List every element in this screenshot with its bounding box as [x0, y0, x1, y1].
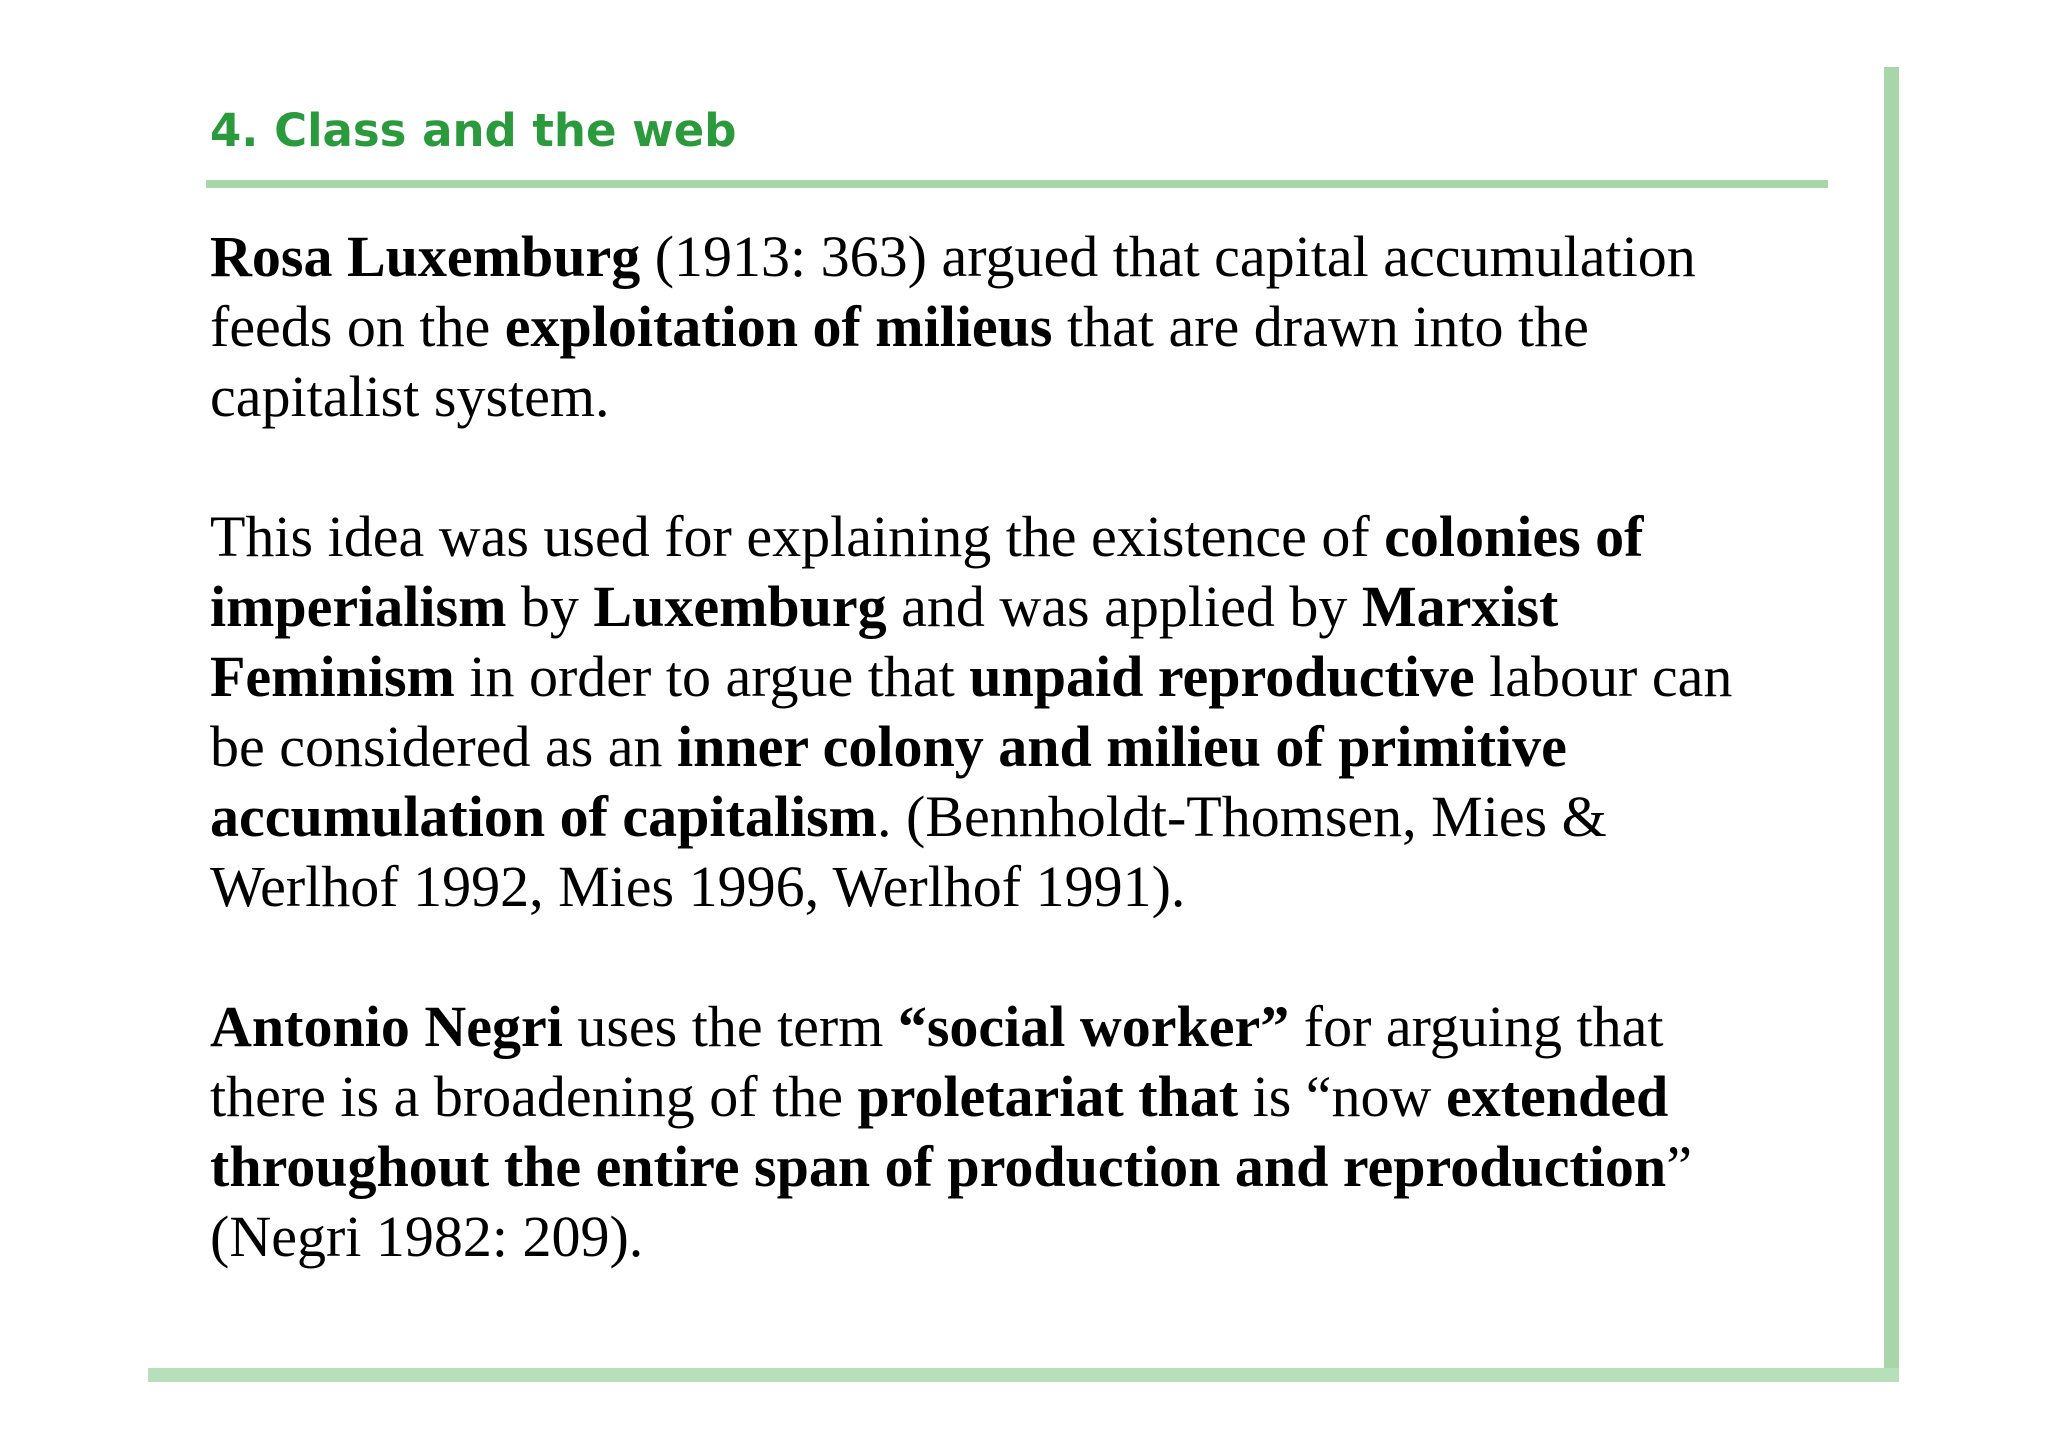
text-run-bold: Antonio Negri	[210, 994, 563, 1059]
paragraph-luxemburg	[210, 222, 1850, 432]
text-line	[210, 712, 1850, 782]
text-run: (Negri 1982: 209).	[210, 1204, 644, 1269]
text-run-bold: Rosa Luxemburg	[210, 224, 641, 289]
text-run-bold: Marxist	[1361, 574, 1559, 639]
text-run: Werlhof 1992, Mies 1996, Werlhof 1991).	[210, 854, 1186, 919]
text-run: and was applied by	[886, 574, 1362, 639]
text-line	[210, 362, 1850, 432]
paragraph-marxist-feminism	[210, 502, 1850, 922]
text-run: in order to argue that	[454, 644, 970, 709]
text-line	[210, 292, 1850, 362]
text-line	[210, 992, 1850, 1062]
text-run: uses the term	[562, 994, 898, 1059]
paragraph-negri	[210, 992, 1850, 1272]
text-run: that are drawn into the	[1052, 294, 1589, 359]
slide-title: 4. Class and the web	[210, 104, 737, 157]
text-run: . (Bennholdt-Thomsen, Mies &	[876, 784, 1607, 849]
text-line	[210, 782, 1850, 852]
text-line	[210, 502, 1850, 572]
text-run: capitalist system.	[210, 364, 610, 429]
text-line	[210, 222, 1850, 292]
text-run-bold: extended	[1445, 1064, 1669, 1129]
right-border-bar	[1884, 67, 1899, 1381]
text-run-bold: Luxemburg	[593, 574, 887, 639]
text-run: This idea was used for explaining the existence of	[210, 504, 1385, 569]
text-run-bold: unpaid reproductive	[969, 644, 1475, 709]
text-line	[210, 1202, 1850, 1272]
text-line	[210, 642, 1850, 712]
text-run: labour can	[1474, 644, 1733, 709]
text-line	[210, 572, 1850, 642]
text-run: be considered as an	[210, 714, 678, 779]
text-run-bold: throughout the entire span of production and reproduction	[210, 1134, 1667, 1199]
slide-body	[210, 222, 1850, 1272]
text-run-bold: accumulation of capitalism	[210, 784, 877, 849]
text-line	[210, 1132, 1850, 1202]
text-run-bold: proletariat that	[857, 1064, 1239, 1129]
bottom-border-bar	[148, 1368, 1899, 1382]
text-run: (1913: 363) argued that capital accumulation	[640, 224, 1696, 289]
text-run: for arguing that	[1289, 994, 1664, 1059]
text-run: ”	[1666, 1134, 1692, 1199]
text-run: feeds on the	[210, 294, 505, 359]
text-line	[210, 1062, 1850, 1132]
text-run: by	[506, 574, 594, 639]
text-run-bold: exploitation of milieus	[504, 294, 1053, 359]
text-run: is “now	[1238, 1064, 1446, 1129]
text-run-bold: colonies of	[1384, 504, 1644, 569]
text-line	[210, 852, 1850, 922]
text-run: there is a broadening of the	[210, 1064, 858, 1129]
title-underline-rule	[206, 180, 1828, 188]
text-run-bold: imperialism	[210, 574, 507, 639]
text-run-bold: Feminism	[210, 644, 455, 709]
text-run-bold: inner colony and milieu of primitive	[677, 714, 1567, 779]
text-run-bold: “social worker”	[897, 994, 1290, 1059]
